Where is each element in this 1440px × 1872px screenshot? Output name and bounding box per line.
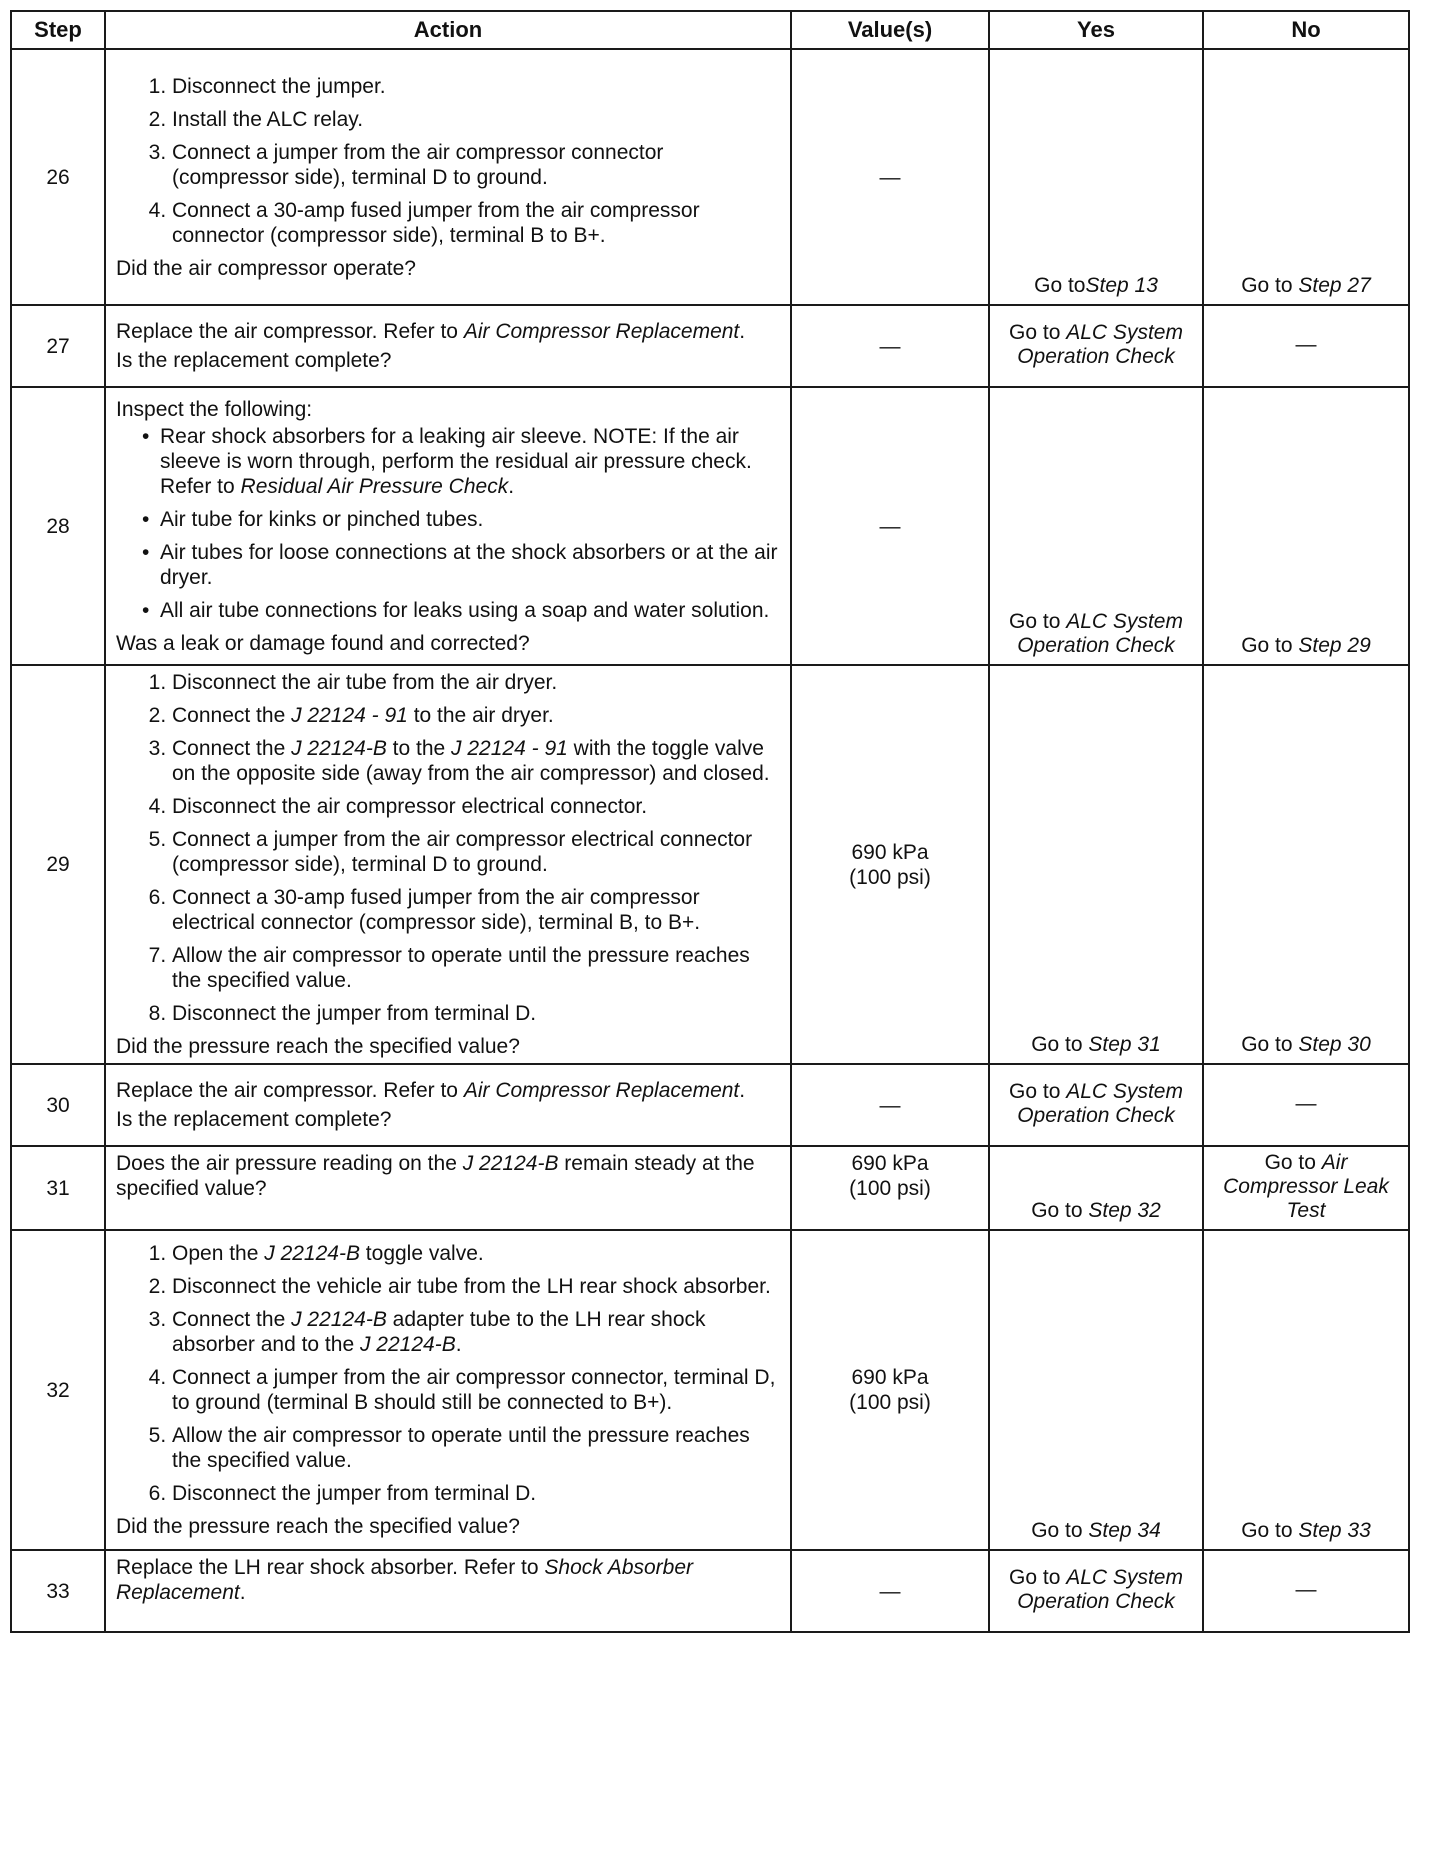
no-link[interactable]: Air Compressor Leak Test [1223, 1151, 1389, 1222]
list-item: • Air tube for kinks or pinched tubes. [160, 507, 780, 532]
table-row [11, 387, 1409, 665]
action-text-end: . [739, 1079, 746, 1102]
action-text-start: Replace the air compressor. Refer to [116, 320, 464, 343]
item-text: Open the [172, 1242, 265, 1265]
yes-prefix: Go to [1031, 1199, 1089, 1222]
yes-link[interactable]: Step 32 [1088, 1199, 1161, 1222]
reference-link[interactable]: Residual Air Pressure Check [240, 474, 509, 498]
tool-ref: J 22124 - 91 [451, 737, 568, 760]
yes-link[interactable]: Step 13 [1085, 274, 1158, 297]
diagnostic-table-sheet [10, 10, 1408, 1633]
table-row [11, 665, 1409, 1064]
no-prefix: Go to [1264, 1151, 1322, 1174]
list-item: 1. Disconnect the jumper. [172, 74, 780, 99]
action-cell [105, 1230, 791, 1550]
list-item: 4. Disconnect the air compressor electrical connector. [172, 794, 780, 819]
list-item [172, 1241, 780, 1266]
value-cell: — [791, 1550, 989, 1632]
action-text-end: . [739, 320, 746, 343]
value-kpa: 690 kPa [851, 840, 929, 864]
action-cell [105, 305, 791, 387]
yes-prefix: Go to [1009, 610, 1067, 633]
value-kpa: 690 kPa [851, 1366, 929, 1389]
no-link[interactable]: Step 29 [1298, 634, 1371, 657]
no-cell: — [1203, 1550, 1409, 1632]
step-number: 30 [11, 1064, 105, 1146]
header-no: No [1203, 11, 1409, 49]
no-cell[interactable] [1203, 1230, 1409, 1550]
action-cell [105, 49, 791, 305]
tool-ref: J 22124 - 91 [291, 704, 408, 727]
action-text-start: Replace the LH rear shock absorber. Refer to [116, 1556, 545, 1579]
list-item: 6. Disconnect the jumper from terminal D. [172, 1481, 780, 1506]
list-item: • All air tube connections for leaks using a soap and water solution. [160, 598, 780, 623]
reference-link[interactable]: Air Compressor Replacement [463, 320, 740, 343]
value-cell [791, 1230, 989, 1550]
no-link[interactable]: Step 27 [1298, 274, 1371, 297]
yes-prefix: Go to [1031, 1033, 1089, 1056]
reference-link[interactable]: Air Compressor Replacement [463, 1079, 740, 1102]
no-cell[interactable] [1203, 665, 1409, 1064]
inspection-list [116, 424, 780, 623]
tool-ref: J 22124-B [291, 737, 387, 760]
action-question: Is the replacement complete? [116, 349, 392, 372]
item-text: . [455, 1333, 462, 1356]
no-prefix: Go to [1241, 1519, 1299, 1542]
item-text-end: . [508, 474, 515, 498]
item-text: to the air dryer. [407, 704, 554, 727]
yes-cell[interactable] [989, 1064, 1203, 1146]
yes-cell[interactable] [989, 1550, 1203, 1632]
no-link[interactable]: Step 30 [1298, 1033, 1371, 1056]
no-cell: — [1203, 305, 1409, 387]
table-row [11, 305, 1409, 387]
step-number: 32 [11, 1230, 105, 1550]
yes-link[interactable]: ALC System Operation Check [1017, 1080, 1183, 1127]
yes-link[interactable]: ALC System Operation Check [1017, 321, 1183, 368]
action-question: Did the air compressor operate? [116, 256, 416, 280]
step-number: 31 [11, 1146, 105, 1230]
action-cell [105, 387, 791, 665]
no-prefix: Go to [1241, 634, 1299, 657]
no-cell[interactable] [1203, 49, 1409, 305]
yes-link[interactable]: Step 34 [1088, 1519, 1161, 1542]
action-text [116, 319, 780, 344]
action-text [116, 1078, 780, 1103]
tool-ref: J 22124-B [359, 1333, 456, 1356]
list-item: 4. Connect a 30-amp fused jumper from the air compressor connector (compressor side), terminal B to B+. [172, 198, 780, 248]
action-question: Did the pressure reach the specified value? [116, 1035, 520, 1058]
yes-link[interactable]: ALC System Operation Check [1017, 610, 1183, 657]
table-row [11, 1146, 1409, 1230]
action-text-start: Does the air pressure reading on the [116, 1152, 463, 1175]
header-step: Step [11, 11, 105, 49]
item-text: with the toggle valve on the opposite side (away from the air compressor) and closed. [172, 737, 770, 785]
list-item: 5. Connect a jumper from the air compressor electrical connector (compressor side), terminal D to ground. [172, 827, 780, 877]
item-text: Connect the [172, 1308, 292, 1331]
value-cell: — [791, 1064, 989, 1146]
item-text: Rear shock absorbers for a leaking air sleeve. NOTE: If the air sleeve is worn through, perform the residual air pressure check. Refer to [160, 424, 752, 498]
header-yes: Yes [989, 11, 1203, 49]
action-text-start: Replace the air compressor. Refer to [116, 1079, 464, 1102]
yes-cell[interactable] [989, 665, 1203, 1064]
tool-ref: J 22124-B [264, 1242, 360, 1265]
diagnostic-table [10, 10, 1410, 1633]
step-number: 26 [11, 49, 105, 305]
item-text: adapter tube to the LH rear shock absorber and to the [172, 1308, 706, 1356]
action-cell [105, 1146, 791, 1230]
action-text [116, 1555, 780, 1605]
action-text [116, 1151, 780, 1201]
item-text: to the [386, 737, 452, 760]
value-cell [791, 1146, 989, 1230]
action-cell [105, 1064, 791, 1146]
action-steps [116, 670, 780, 1026]
step-number: 33 [11, 1550, 105, 1632]
step-number: 28 [11, 387, 105, 665]
yes-cell[interactable] [989, 387, 1203, 665]
header-row [11, 11, 1409, 49]
list-item: • Air tubes for loose connections at the shock absorbers or at the air dryer. [160, 540, 780, 590]
yes-prefix: Go to [1009, 321, 1067, 344]
no-cell[interactable] [1203, 1146, 1409, 1230]
yes-prefix: Go to [1031, 1519, 1089, 1542]
list-item: 2. Disconnect the vehicle air tube from the LH rear shock absorber. [172, 1274, 780, 1299]
yes-prefix: Go to [1009, 1080, 1067, 1103]
list-item: 8. Disconnect the jumper from terminal D. [172, 1001, 780, 1026]
list-item: 6. Connect a 30-amp fused jumper from the air compressor electrical connector (compressor side), terminal B, to B+. [172, 885, 780, 935]
value-cell [791, 665, 989, 1064]
value-psi: (100 psi) [849, 865, 931, 889]
yes-cell[interactable] [989, 1230, 1203, 1550]
step-number: 29 [11, 665, 105, 1064]
table-row [11, 1064, 1409, 1146]
list-item: 4. Connect a jumper from the air compressor connector, terminal D, to ground (terminal B should still be connected to B+). [172, 1365, 780, 1415]
list-item: 2. Install the ALC relay. [172, 107, 780, 132]
table-row [11, 49, 1409, 305]
value-psi: (100 psi) [849, 1177, 931, 1200]
action-cell [105, 665, 791, 1064]
reference-link[interactable]: Shock Absorber Replacement [116, 1556, 694, 1604]
value-cell: — [791, 387, 989, 665]
value-cell: — [791, 305, 989, 387]
yes-cell[interactable] [989, 49, 1203, 305]
action-question: Did the pressure reach the specified value? [116, 1515, 520, 1538]
value-psi: (100 psi) [849, 1391, 931, 1414]
action-text-end: remain steady at the specified value? [116, 1152, 755, 1200]
list-item [172, 736, 780, 786]
tool-ref: J 22124-B [291, 1308, 387, 1331]
no-prefix: Go to [1241, 274, 1299, 297]
header-values: Value(s) [791, 11, 989, 49]
item-text: Connect the [172, 704, 292, 727]
yes-link[interactable]: Step 31 [1088, 1033, 1161, 1056]
yes-link[interactable]: ALC System Operation Check [1017, 1566, 1183, 1613]
no-cell: — [1203, 1064, 1409, 1146]
list-item [172, 1307, 780, 1357]
yes-prefix: Go to [1034, 274, 1086, 297]
step-number: 27 [11, 305, 105, 387]
no-prefix: Go to [1241, 1033, 1299, 1056]
list-item: 7. Allow the air compressor to operate until the pressure reaches the specified value. [172, 943, 780, 993]
action-cell [105, 1550, 791, 1632]
item-text: toggle valve. [359, 1242, 484, 1265]
no-link[interactable]: Step 33 [1298, 1519, 1371, 1542]
yes-cell[interactable] [989, 305, 1203, 387]
table-row [11, 1230, 1409, 1550]
item-text: Connect the [172, 737, 292, 760]
value-cell: — [791, 49, 989, 305]
list-item [172, 703, 780, 728]
list-item [160, 424, 780, 499]
action-steps [116, 74, 780, 248]
no-cell[interactable] [1203, 387, 1409, 665]
action-text-end: . [239, 1581, 246, 1604]
yes-prefix: Go to [1009, 1566, 1067, 1589]
list-item: 1. Disconnect the air tube from the air dryer. [172, 670, 780, 695]
list-item: 3. Connect a jumper from the air compressor connector (compressor side), terminal D to ground. [172, 140, 780, 190]
action-intro: Inspect the following: [116, 397, 313, 421]
table-row [11, 1550, 1409, 1632]
action-question: Is the replacement complete? [116, 1108, 392, 1131]
yes-cell[interactable] [989, 1146, 1203, 1230]
action-steps [116, 1241, 780, 1506]
tool-ref: J 22124-B [462, 1152, 559, 1175]
list-item: 5. Allow the air compressor to operate until the pressure reaches the specified value. [172, 1423, 780, 1473]
action-question: Was a leak or damage found and corrected? [116, 631, 530, 655]
header-action: Action [105, 11, 791, 49]
value-kpa: 690 kPa [851, 1152, 929, 1175]
